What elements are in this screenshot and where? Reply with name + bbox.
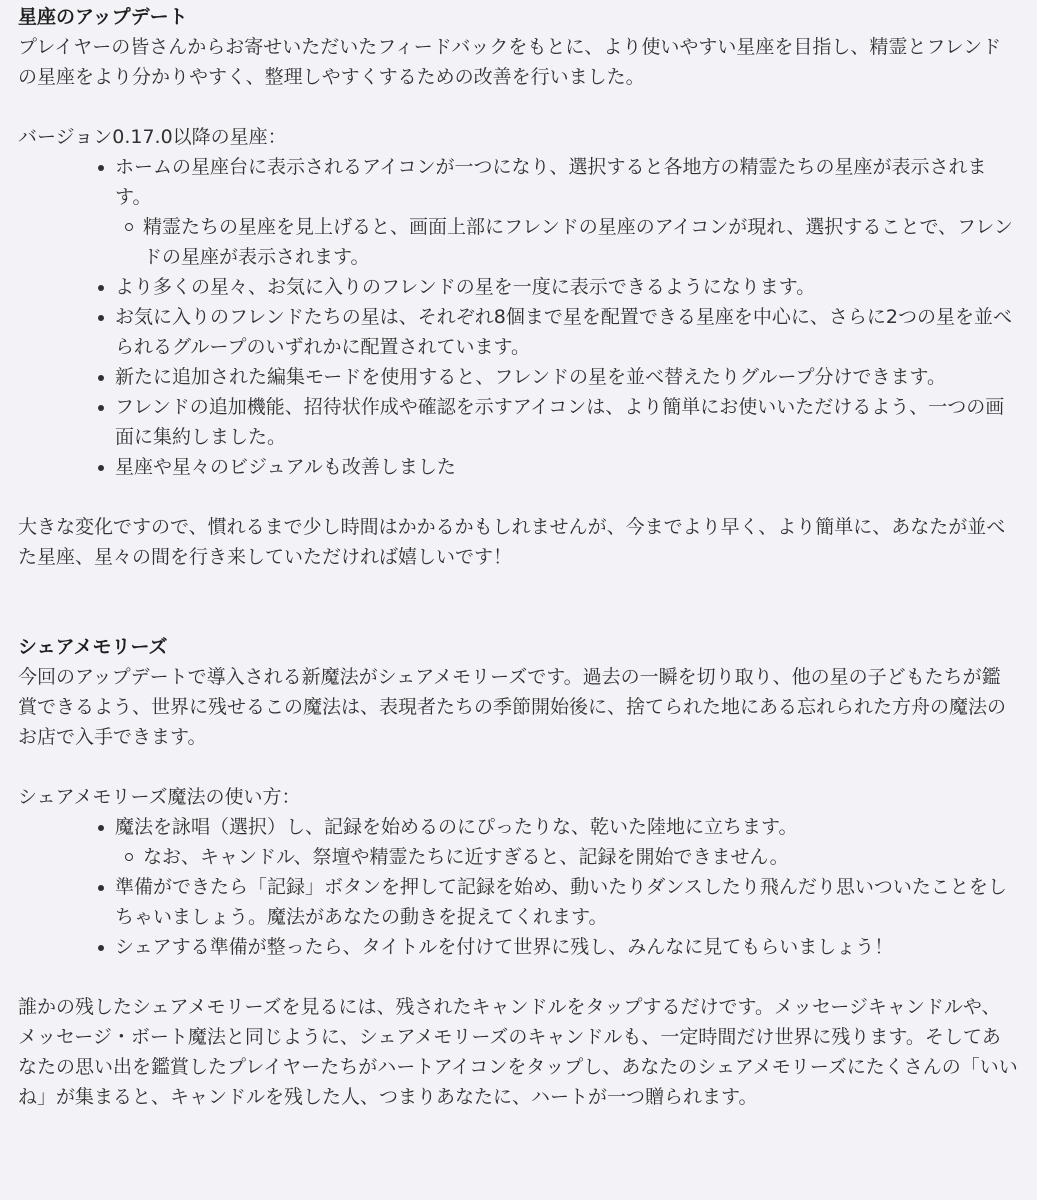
list-item: フレンドの追加機能、招待状作成や確認を示すアイコンは、より簡単にお使いいただけるよう、一つの画面に集約しました。: [98, 392, 1019, 452]
list-heading: シェアメモリーズ魔法の使い方：: [18, 786, 301, 808]
list-item: お気に入りのフレンドたちの星は、それぞれ8個まで星を配置できる星座を中心に、さらに2つの星を並べられるグループのいずれかに配置されています。: [98, 302, 1019, 362]
sub-list: [115, 842, 1019, 872]
list-item: 星座や星々のビジュアルも改善しました: [98, 452, 1019, 482]
list-item: 準備ができたら「記録」ボタンを押して記録を始め、動いたりダンスしたり飛んだり思いついたことをしちゃいましょう。魔法があなたの動きを捉えてくれます。: [98, 872, 1019, 932]
sub-list-item: 精霊たちの星座を見上げると、画面上部にフレンドの星座のアイコンが現れ、選択することで、フレンドの星座が表示されます。: [125, 212, 1019, 272]
list-item: [98, 812, 1019, 872]
spacer: [18, 572, 1019, 632]
section-title-share-memories: シェアメモリーズ: [18, 636, 168, 658]
spacer: [18, 752, 1019, 782]
section-outro: 誰かの残したシェアメモリーズを見るには、残されたキャンドルをタップするだけです。メッセージキャンドルや、メッセージ・ボート魔法と同じように、シェアメモリーズのキャンドルも、一定時間だけ世界に残ります。そしてあなたの思い出を鑑賞したプレイヤーたちがハートアイコンをタップし、あなたのシェアメモリーズにたくさんの「いいね」が集まると、キャンドルを残した人、つまりあなたに、ハートが一つ贈られます。: [18, 996, 1018, 1108]
sub-list-item: なお、キャンドル、祭壇や精霊たちに近すぎると、記録を開始できません。: [125, 842, 1019, 872]
list-item: より多くの星々、お気に入りのフレンドの星を一度に表示できるようになります。: [98, 272, 1019, 302]
list-item: 新たに追加された編集モードを使用すると、フレンドの星を並べ替えたりグループ分けできます。: [98, 362, 1019, 392]
list-item-text: 魔法を詠唱（選択）し、記録を始めるのにぴったりな、乾いた陸地に立ちます。: [115, 816, 798, 838]
sub-list: [115, 212, 1019, 272]
list-item-text: ホームの星座台に表示されるアイコンが一つになり、選択すると各地方の精霊たちの星座が表示されます。: [115, 156, 987, 208]
section-outro: 大きな変化ですので、慣れるまで少し時間はかかるかもしれませんが、今までより早く、より簡単に、あなたが並べた星座、星々の間を行き来していただければ嬉しいです！: [18, 516, 1006, 568]
spacer: [18, 482, 1019, 512]
spacer: [18, 962, 1019, 992]
usage-list: [18, 812, 1019, 962]
spacer: [18, 92, 1019, 122]
section-title-constellation: 星座のアップデート: [18, 6, 188, 28]
list-item: [98, 152, 1019, 272]
section-intro: プレイヤーの皆さんからお寄せいただいたフィードバックをもとに、より使いやすい星座を目指し、精霊とフレンドの星座をより分かりやすく、整理しやすくするための改善を行いました。: [18, 36, 1002, 88]
section-intro: 今回のアップデートで導入される新魔法がシェアメモリーズです。過去の一瞬を切り取り、他の星の子どもたちが鑑賞できるよう、世界に残せるこの魔法は、表現者たちの季節開始後に、捨てられた地にある忘れられた方舟の魔法のお店で入手できます。: [18, 666, 1007, 748]
list-heading: バージョン0.17.0以降の星座：: [18, 126, 287, 148]
list-item: シェアする準備が整ったら、タイトルを付けて世界に残し、みんなに見てもらいましょう！: [98, 932, 1019, 962]
feature-list: [18, 152, 1019, 482]
